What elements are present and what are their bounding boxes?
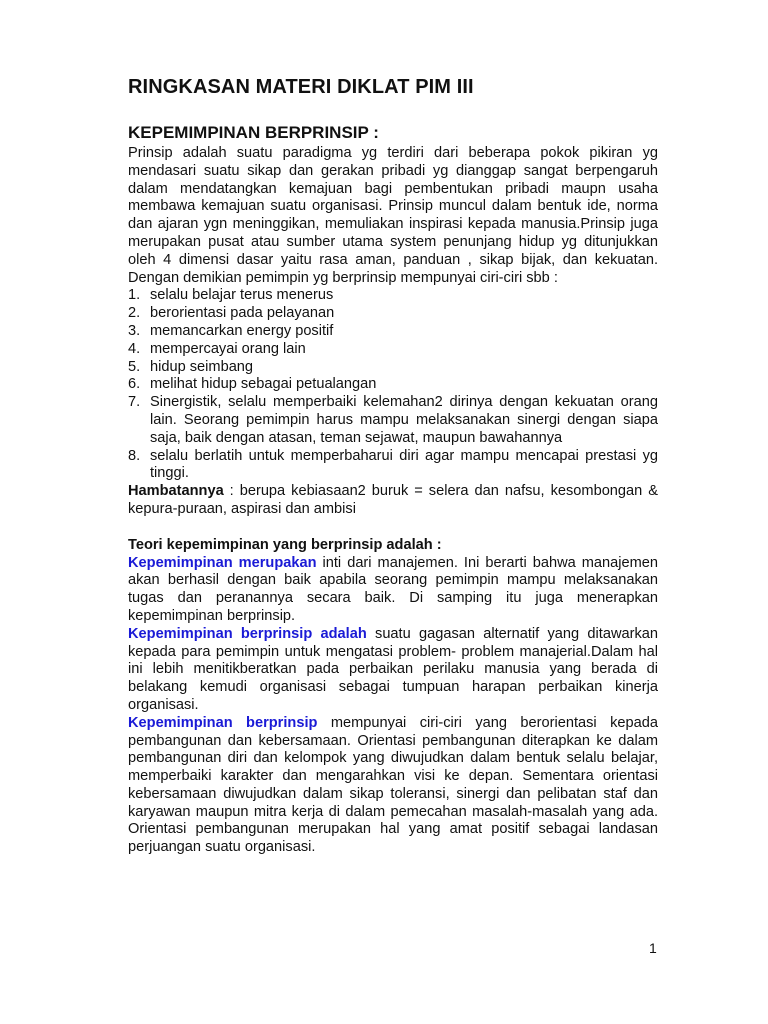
list-item (128, 359, 658, 377)
list-text: melihat hidup sebagai petualangan (150, 376, 377, 393)
list-text: Sinergistik, selalu memperbaiki kelemahan2 dirinya dengan kekuatan orang lain. Seorang pemimpin harus mampu melaksanakan sinergi dengan siapa saja, baik dengan atasan, teman sejawat, maupun bawahannya (150, 394, 658, 446)
hambatan-label: Hambatannya (128, 483, 224, 500)
list-text: selalu berlatih untuk memperbaharui diri agar mampu mencapai prestasi yg tinggi. (150, 447, 658, 482)
section-heading: KEPEMIMPINAN BERPRINSIP : (128, 123, 379, 142)
list-item (128, 323, 658, 341)
keyword-highlight: Kepemimpinan berprinsip adalah (128, 625, 367, 642)
list-item (128, 287, 658, 305)
list-text: selalu belajar terus menerus (150, 287, 334, 304)
theory-paragraph-2 (128, 626, 658, 715)
theory-title: Teori kepemimpinan yang berprinsip adalah : (128, 536, 442, 553)
list-item (128, 448, 658, 484)
list-item (128, 305, 658, 323)
intro-paragraph: Prinsip adalah suatu paradigma yg terdiri dari beberapa pokok pikiran yg mendasari suatu sikap dan gerakan pribadi yg dianggap sangat berpengaruh dalam mendatangkan kemajuan bagi pembentukan pribadi maupn usaha membawa kemajuan suatu organisasi. Prinsip muncul dalam bentuk ide, norma dan ajaran ygn meninggikan, memuliakan inspirasi kepada manusia.Prinsip juga merupakan pusat atau sumber utama system penunjang hidup yg ditunjukkan oleh 4 dimensi dasar yaitu rasa aman, panduan , sikap bijak, dan kekuatan. Dengan demikian pemimpin yg berprinsip mempunyai ciri-ciri sbb : (128, 145, 658, 286)
list-text: berorientasi pada pelayanan (150, 305, 335, 322)
keyword-highlight: Kepemimpinan berprinsip (128, 714, 318, 731)
list-number: 3. (128, 322, 141, 339)
list-number: 6. (128, 376, 141, 393)
list-text: hidup seimbang (150, 358, 254, 375)
list-text: memancarkan energy positif (150, 322, 334, 339)
list-item (128, 394, 658, 447)
hambatan-text: : berupa kebiasaan2 buruk = selera dan nafsu, kesombongan & kepura-puraan, aspirasi dan ambisi (128, 483, 658, 517)
list-number: 8. (128, 447, 141, 464)
list-number: 2. (128, 305, 141, 322)
document-title: RINGKASAN MATERI DIKLAT PIM III (128, 76, 474, 98)
document-page (128, 74, 658, 857)
paragraph-text: suatu gagasan alternatif yang ditawarkan kepada para pemimpin untuk mengatasi problem- problem manajerial.Dalam hal ini lebih menitikberatkan pada perbaikan perilaku manusia yang berada di belakang kemudi organisasi sebagai tumpuan harapan perbaikan kinerja organisasi. (128, 625, 658, 713)
list-item (128, 341, 658, 359)
hambatan-paragraph (128, 483, 658, 519)
list-text: mempercayai orang lain (150, 340, 306, 357)
list-number: 5. (128, 358, 141, 375)
theory-paragraph-3 (128, 715, 658, 857)
list-item (128, 376, 658, 394)
keyword-highlight: Kepemimpinan merupakan (128, 554, 317, 571)
page-number: 1 (649, 940, 657, 956)
list-number: 7. (128, 394, 141, 411)
paragraph-text: mempunyai ciri-ciri yang berorientasi kepada pembangunan dan kebersamaan. Orientasi pembangunan diterapkan ke dalam pembangunan diri dan kelompok yang diwujudkan dalam bentuk selalu belajar, memperbaiki karakter dan mengarahkan visi ke depan. Sementara orientasi kebersamaan diwujudkan dalam sikap toleransi, sinergi dan pelibatan staf dan karyawan maupun mitra kerja di dalam pemecahan masalah-masalah yang ada. Orientasi pembangunan merupakan hal yang amat positif sebagai landasan perjuangan suatu organisasi. (128, 714, 658, 856)
paragraph-text: inti dari manajemen. Ini berarti bahwa manajemen akan berhasil dengan baik apabila seorang pemimpin mampu melaksanakan tugas dan peranannya secara baik. Di samping itu juga menerapkan kepemimpinan berprinsip. (128, 554, 658, 624)
theory-paragraph-1 (128, 555, 658, 626)
characteristics-list (128, 287, 658, 483)
list-number: 4. (128, 340, 141, 357)
list-number: 1. (128, 287, 141, 304)
